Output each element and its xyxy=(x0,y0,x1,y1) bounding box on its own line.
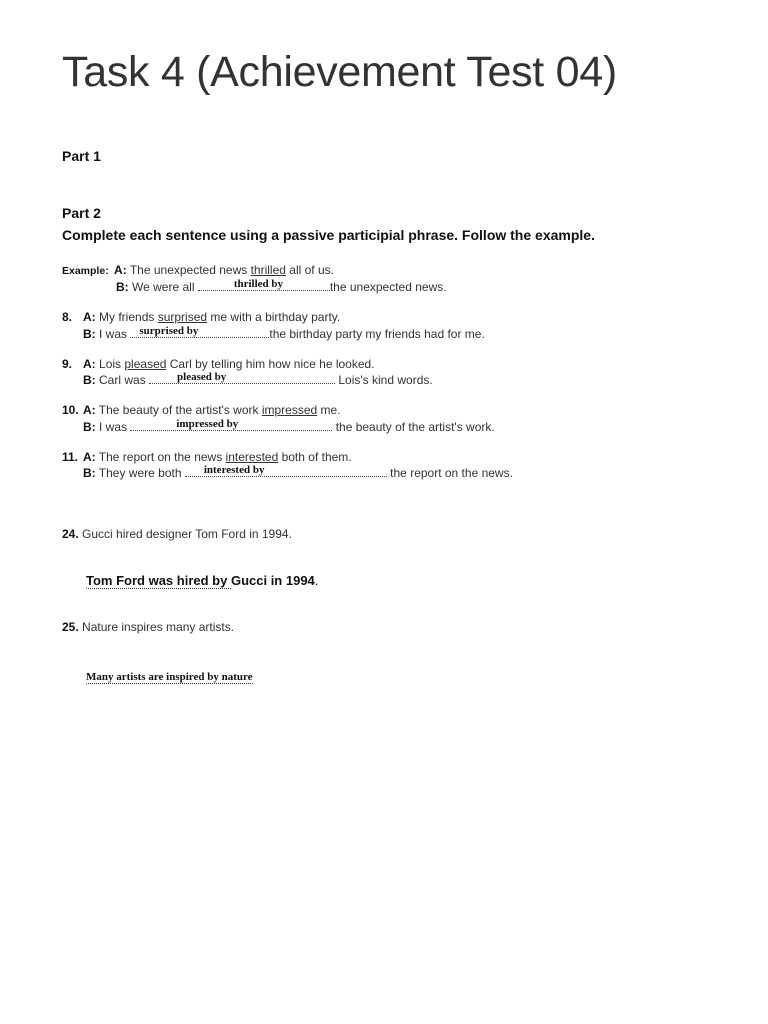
item-b-label: B: xyxy=(83,373,96,387)
item-answer-blank xyxy=(130,326,269,338)
item-answer: surprised by xyxy=(139,325,199,337)
example-line-b xyxy=(116,279,447,294)
item-b-pre: I was xyxy=(99,420,131,434)
item-a-label: A: xyxy=(83,357,96,371)
item-9-line-b xyxy=(83,372,433,387)
item-a-post: both of them. xyxy=(278,450,352,464)
item-b-post: the beauty of the artist's work. xyxy=(332,420,495,434)
item-8-line-b xyxy=(83,326,485,341)
question-number: 25. xyxy=(62,620,79,634)
item-a-underlined: interested xyxy=(225,450,279,464)
example-b-label: B: xyxy=(116,280,129,294)
item-b-pre: I was xyxy=(99,327,131,341)
item-10-line-a xyxy=(62,403,341,417)
answer-24 xyxy=(86,573,318,588)
item-a-label: A: xyxy=(83,450,96,464)
example-line-a xyxy=(62,263,334,277)
question-number: 24. xyxy=(62,527,79,541)
item-a-pre: The beauty of the artist's work xyxy=(98,403,262,417)
item-b-post: the birthday party my friends had for me. xyxy=(269,327,485,341)
example-tag: Example: xyxy=(62,265,109,277)
item-a-underlined: pleased xyxy=(124,357,167,371)
item-a-pre: The report on the news xyxy=(98,450,226,464)
item-b-post: the report on the news. xyxy=(386,466,513,480)
item-a-pre: Lois xyxy=(99,357,125,371)
part-2-heading: Part 2 xyxy=(62,205,101,221)
item-b-post: Lois's kind words. xyxy=(335,373,433,387)
question-text: Nature inspires many artists. xyxy=(78,620,235,634)
item-a-label: A: xyxy=(83,310,96,324)
question-24 xyxy=(62,527,292,541)
item-a-post: me with a birthday party. xyxy=(207,310,341,324)
item-b-pre: They were both xyxy=(98,466,185,480)
page-title: Task 4 (Achievement Test 04) xyxy=(62,48,617,96)
example-a-underlined: thrilled xyxy=(250,263,286,277)
item-8-line-a xyxy=(62,310,340,324)
item-b-pre: Carl was xyxy=(99,373,150,387)
example-answer-blank xyxy=(198,279,330,291)
example-a-pre: The unexpected news xyxy=(129,263,251,277)
item-answer-blank xyxy=(130,419,332,431)
answer-24-part2: Gucci in 1994 xyxy=(230,573,315,588)
item-b-label: B: xyxy=(83,466,96,480)
item-a-post: me. xyxy=(317,403,341,417)
item-10-line-b xyxy=(83,419,495,434)
item-a-label: A: xyxy=(83,403,96,417)
instructions: Complete each sentence using a passive participial phrase. Follow the example. xyxy=(62,227,595,243)
answer-24-part1: Tom Ford was hired by xyxy=(86,573,231,588)
item-number: 11. xyxy=(62,450,79,464)
item-number: 10. xyxy=(62,403,79,417)
item-11-line-b xyxy=(83,465,513,480)
item-number: 8. xyxy=(62,310,73,324)
example-a-label: A: xyxy=(114,263,127,277)
item-a-post: Carl by telling him how nice he looked. xyxy=(166,357,375,371)
item-answer-blank xyxy=(185,465,387,477)
question-text: Gucci hired designer Tom Ford in 1994. xyxy=(78,527,292,541)
item-a-underlined: impressed xyxy=(261,403,318,417)
example-b-post: the unexpected news. xyxy=(329,280,447,294)
example-answer: thrilled by xyxy=(233,278,284,290)
item-11-line-a xyxy=(62,450,352,464)
item-a-pre: My friends xyxy=(99,310,158,324)
item-9-line-a xyxy=(62,357,375,371)
item-answer: interested by xyxy=(203,464,265,476)
question-25 xyxy=(62,620,234,634)
part-1-heading: Part 1 xyxy=(62,148,101,164)
item-b-label: B: xyxy=(83,327,96,341)
item-answer-blank xyxy=(149,372,335,384)
item-answer: impressed by xyxy=(176,418,239,430)
item-answer: pleased by xyxy=(177,371,227,383)
answer-25 xyxy=(86,667,253,685)
item-a-underlined: surprised xyxy=(157,310,208,324)
answer-25-text: Many artists are inspired by nature xyxy=(86,671,253,683)
example-a-post: all of us. xyxy=(285,263,334,277)
item-number: 9. xyxy=(62,357,73,371)
item-b-label: B: xyxy=(83,420,96,434)
answer-24-end: . xyxy=(314,573,319,588)
example-b-pre: We were all xyxy=(132,280,198,294)
